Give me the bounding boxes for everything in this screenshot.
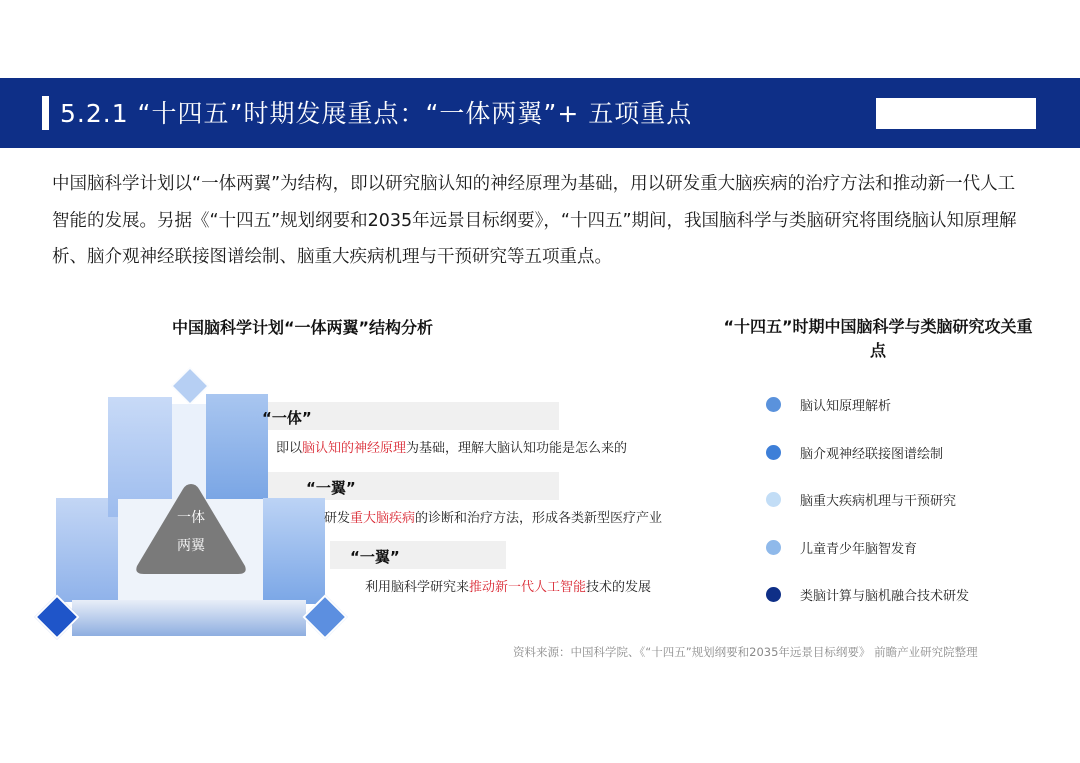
bullet-dot [766, 540, 781, 555]
focus-item-label: 类脑计算与脑机融合技术研发 [800, 588, 970, 604]
header-accent-bar [42, 96, 49, 130]
focus-item [766, 490, 956, 508]
page-title: 5.2.1 “十四五”时期发展重点：“一体两翼”+ 五项重点 [60, 99, 693, 128]
focus-item [766, 443, 943, 461]
row-desc-yiyi-2: 利用脑科学研究来推动新一代人工智能技术的发展 [365, 580, 652, 595]
source-note: 资料来源：中国科学院、《“十四五”规划纲要和2035年远景目标纲要》 前瞻产业研究院整理 [513, 645, 978, 659]
row-label-yiyi-2: “一翼” [350, 548, 400, 566]
row-label-yiyi-1: “一翼” [306, 479, 356, 497]
row-label-yiti: “一体” [262, 409, 312, 427]
focus-item [766, 538, 917, 556]
focus-item-label: 脑认知原理解析 [800, 398, 892, 414]
bullet-dot [766, 397, 781, 412]
diamond-top [172, 368, 209, 405]
focus-item-label: 脑重大疾病机理与干预研究 [800, 493, 957, 509]
center-triangle [132, 478, 250, 578]
focus-item [766, 585, 969, 603]
focus-item-label: 儿童青少年脑智发育 [800, 541, 918, 557]
structure-diagram-title: 中国脑科学计划“一体两翼”结构分析 [172, 318, 434, 337]
focus-item [766, 395, 891, 413]
block-base-bar [72, 600, 306, 636]
center-label-line1: 一体 [177, 510, 205, 526]
row-desc-yiti: 即以脑认知的神经原理为基础，理解大脑认知功能是怎么来的 [276, 441, 628, 456]
header-logo-box [876, 98, 1036, 129]
bullet-dot [766, 587, 781, 602]
center-label-line2: 两翼 [177, 538, 205, 554]
focus-list-title: “十四五”时期中国脑科学与类脑研究攻关重点 [723, 317, 1033, 360]
intro-paragraph: 中国脑科学计划以“一体两翼”为结构，即以研究脑认知的神经原理为基础，用以研发重大脑疾病的治疗方法和推动新一代人工智能的发展。另据《“十四五”规划纲要和2035年远景目标纲要》，“十四五”期间，我国脑科学与类脑研究将围绕脑认知原理解析、脑介观神经联接图谱绘制、脑重大疾病机理与干预研究等五项重点。 [52, 174, 1017, 267]
focus-item-label: 脑介观神经联接图谱绘制 [800, 446, 944, 462]
bullet-dot [766, 492, 781, 507]
block-right-outer [263, 498, 325, 604]
bullet-dot [766, 445, 781, 460]
row-desc-yiyi-1: 研发重大脑疾病的诊断和治疗方法，形成各类新型医疗产业 [324, 511, 663, 526]
